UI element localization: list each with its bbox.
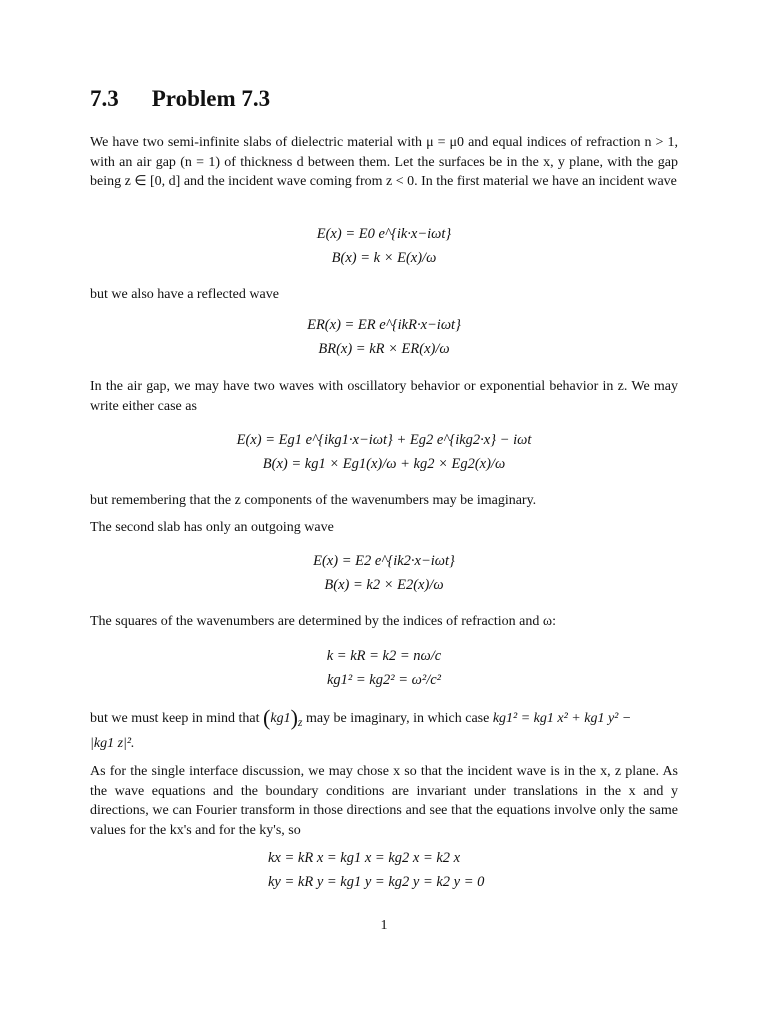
second-slab-paragraph: The second slab has only an outgoing wave <box>90 520 334 535</box>
gap-wave-equations <box>0 428 768 476</box>
section-heading <box>90 86 270 112</box>
incident-e-equation: E(x) = E0 e^{ik·x−iωt} <box>316 226 452 242</box>
imaginary-condition-tail: |kg1 z|². <box>90 736 135 751</box>
gap-b-equation: B(x) = kg1 × Eg1(x)/ω + kg2 × Eg2(x)/ω <box>262 456 506 472</box>
k-relation-equation: k = kR = k2 = nω/c <box>326 648 442 664</box>
reflected-paragraph: but we also have a reflected wave <box>90 287 279 302</box>
wavenumber-relations <box>0 644 768 692</box>
reflected-e-equation: ER(x) = ER e^{ikR·x−iωt} <box>307 317 461 333</box>
condition-text-b: may be imaginary, in which case <box>305 711 490 726</box>
z-subscript: z <box>297 715 303 729</box>
outgoing-e-equation: E(x) = E2 e^{ik2·x−iωt} <box>313 553 455 569</box>
intro-paragraph: We have two semi-infinite slabs of dielectric material with μ = μ0 and equal indices of refraction n > 1, with an air gap (n = 1) of thickness d between them. Let the surfaces be in the x, y plane, with the gap being z ∈ [0, d] and the incident wave coming from z < 0. In the first material we have an incident wave <box>90 135 678 189</box>
imaginary-condition-line: but we must keep in mind that $(kg1)_z$ may be imaginary, in which case kg1² = kg1 x² + kg1 y² − <box>90 705 632 730</box>
reflected-b-equation: BR(x) = kR × ER(x)/ω <box>318 341 450 357</box>
incident-b-equation: B(x) = k × E(x)/ω <box>331 250 437 266</box>
kg1-expression: kg1² = kg1 x² + kg1 y² − <box>492 711 632 726</box>
gap-e-equation: E(x) = Eg1 e^{ikg1·x−iωt} + Eg2 e^{ikg2·x} − iωt <box>236 432 532 448</box>
section-number: 7.3 <box>90 86 119 111</box>
airgap-paragraph: In the air gap, we may have two waves with oscillatory behavior or exponential behavior in z. We may write either case as <box>90 379 678 414</box>
ky-equation: ky = kR y = kg1 y = kg2 y = k2 y = 0 <box>268 874 485 890</box>
outgoing-b-equation: B(x) = k2 × E2(x)/ω <box>324 577 444 593</box>
imaginary-note: but remembering that the z components of the wavenumbers may be imaginary. <box>90 493 537 508</box>
single-interface-paragraph: As for the single interface discussion, we may chose x so that the incident wave is in the x, z plane. As the wave equations and the boundary conditions are invariant under translations in the x and y directions, we can Fourier transform in those directions and see that the equations involve only the same values for the kx's and for the ky's, so <box>90 764 678 838</box>
reflected-wave-equations <box>0 313 768 361</box>
squares-paragraph: The squares of the wavenumbers are determined by the indices of refraction and ω: <box>90 614 556 629</box>
kg1-symbol: kg1 <box>270 711 291 726</box>
page-number: 1 <box>380 918 388 933</box>
section-title: Problem 7.3 <box>151 86 271 111</box>
k-component-equations <box>268 846 668 894</box>
kx-equation: kx = kR x = kg1 x = kg2 x = k2 x <box>268 850 461 866</box>
incident-wave-equations <box>0 222 768 270</box>
outgoing-wave-equations <box>0 549 768 597</box>
condition-text-a: but we must keep in mind that <box>90 711 260 726</box>
kg-relation-equation: kg1² = kg2² = ω²/c² <box>326 672 442 688</box>
